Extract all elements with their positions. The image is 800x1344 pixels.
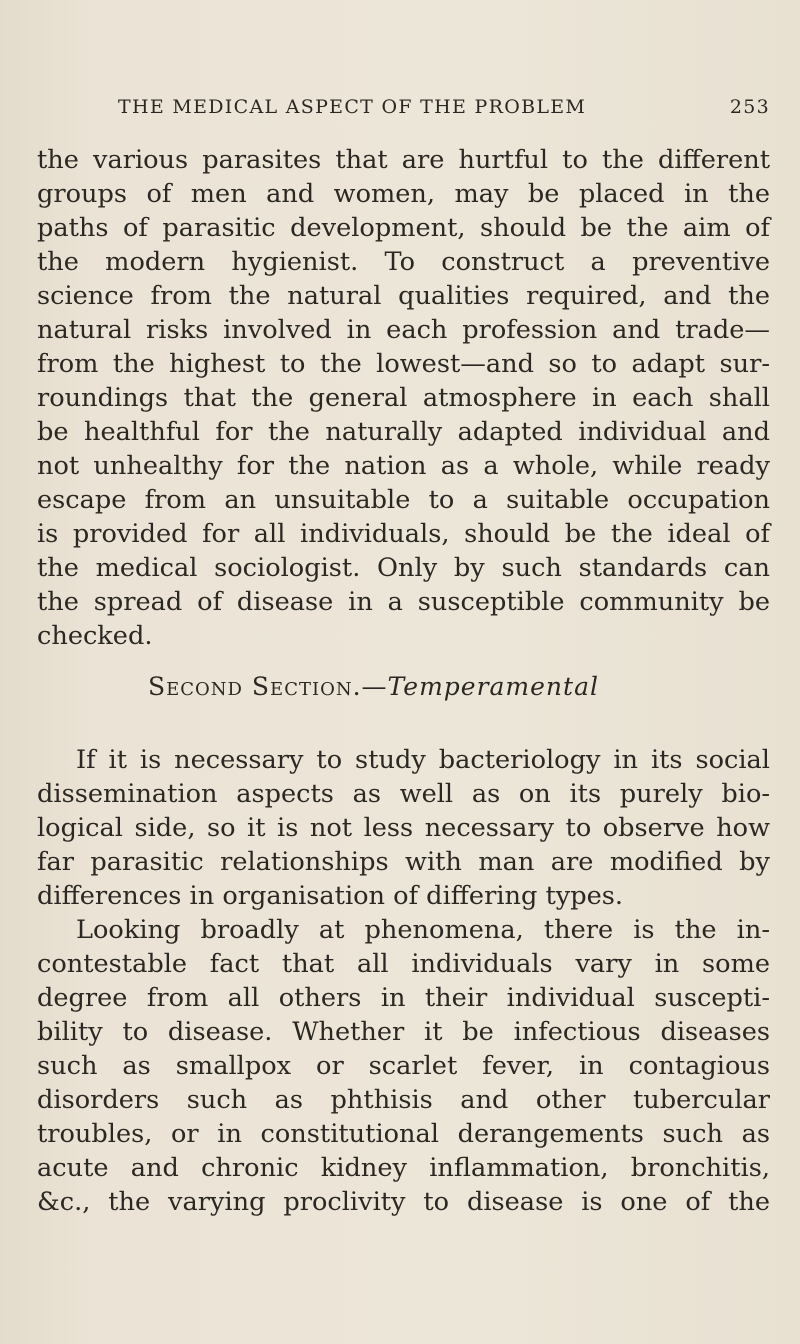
text-line: roundings that the general atmosphere in each shall	[37, 383, 770, 413]
text-line: the modern hygienist. To construct a preventive	[37, 247, 770, 277]
text-line: differences in organisation of differing types.	[37, 881, 624, 911]
text-line: be healthful for the naturally adapted individual and	[37, 417, 770, 447]
text-line: degree from all others in their individual suscepti-	[37, 983, 770, 1013]
text-line: disorders such as phthisis and other tubercular	[37, 1085, 770, 1115]
text-line: contestable fact that all individuals vary in some	[37, 949, 770, 979]
text-line: far parasitic relationships with man are modified by	[37, 847, 770, 877]
text-line: science from the natural qualities required, and the	[37, 281, 770, 311]
text-line: the spread of disease in a susceptible community be	[37, 587, 770, 617]
text-line: Looking broadly at phenomena, there is the in-	[76, 915, 770, 945]
text-line: If it is necessary to study bacteriology in its social	[76, 745, 770, 775]
text-line: from the highest to the lowest—and so to adapt sur-	[37, 349, 770, 379]
text-line: natural risks involved in each profession and trade—	[37, 315, 770, 345]
text-line: such as smallpox or scarlet fever, in contagious	[37, 1051, 770, 1081]
text-line: escape from an unsuitable to a suitable occupation	[37, 485, 770, 515]
text-line: logical side, so it is not less necessary to observe how	[37, 813, 770, 843]
text-line: bility to disease. Whether it be infectious diseases	[37, 1017, 770, 1047]
text-line: &c., the varying proclivity to disease is one of the	[37, 1187, 770, 1217]
section-heading-subtitle: Temperamental	[387, 672, 599, 701]
page-number: 253	[729, 96, 770, 118]
text-line: is provided for all individuals, should be the ideal of	[37, 519, 770, 549]
text-line: groups of men and women, may be placed in the	[37, 179, 770, 209]
text-line: troubles, or in constitutional derangements such as	[37, 1119, 770, 1149]
text-line: not unhealthy for the nation as a whole, while ready	[37, 451, 770, 481]
text-line: checked.	[37, 621, 153, 651]
text-line: dissemination aspects as well as on its purely bio-	[37, 779, 770, 809]
section-heading	[0, 672, 800, 701]
running-head-title: THE MEDICAL ASPECT OF THE PROBLEM	[118, 96, 587, 118]
text-line: the various parasites that are hurtful to the different	[37, 145, 770, 175]
text-line: the medical sociologist. Only by such standards can	[37, 553, 770, 583]
text-line: acute and chronic kidney inflammation, bronchitis,	[37, 1153, 770, 1183]
text-line: paths of parasitic development, should be the aim of	[37, 213, 770, 243]
section-heading-label: Second Section.—	[148, 672, 388, 701]
